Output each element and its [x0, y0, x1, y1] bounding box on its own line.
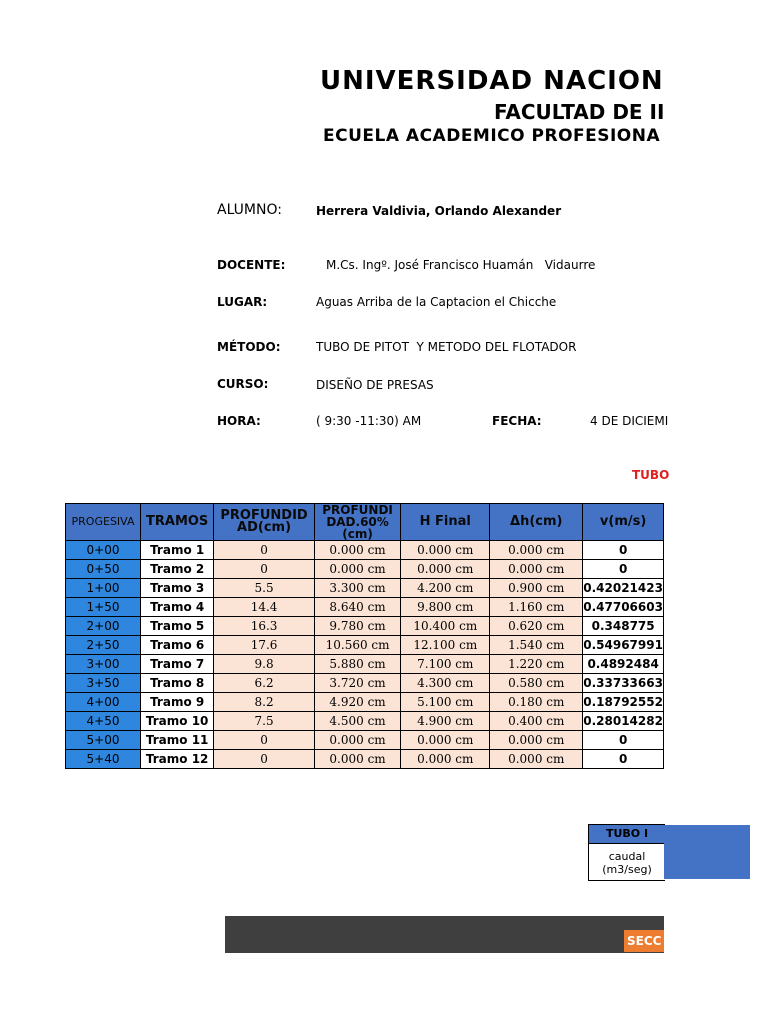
tramo-cell[interactable]: Tramo 2	[141, 560, 214, 579]
summary-caudal-label[interactable]: caudal (m3/seg)	[602, 850, 652, 876]
docente-label: DOCENTE:	[217, 258, 286, 272]
profundidad-60-cell[interactable]: 0.000 cm	[314, 750, 400, 769]
progresiva-cell[interactable]: 5+00	[66, 731, 141, 750]
header-profundidad[interactable]: PROFUNDID AD(cm)	[214, 504, 315, 541]
tramo-cell[interactable]: Tramo 3	[141, 579, 214, 598]
docente-value: M.Cs. Ingº. José Francisco Huamán Vidaurre	[326, 258, 596, 272]
delta-h-cell[interactable]: 0.000 cm	[490, 541, 583, 560]
profundidad-60-cell[interactable]: 5.880 cm	[314, 655, 400, 674]
profundidad-cell[interactable]: 0	[214, 560, 315, 579]
tramo-cell[interactable]: Tramo 1	[141, 541, 214, 560]
velocity-cell[interactable]: 0.28014282	[583, 712, 664, 731]
header-delta-h[interactable]: Δh(cm)	[490, 504, 583, 541]
profundidad-cell[interactable]: 5.5	[214, 579, 315, 598]
delta-h-cell[interactable]: 1.160 cm	[490, 598, 583, 617]
tramo-cell[interactable]: Tramo 6	[141, 636, 214, 655]
velocity-cell[interactable]: 0.348775	[583, 617, 664, 636]
faculty-title: FACULTAD DE II	[494, 100, 665, 124]
table-row	[66, 598, 664, 617]
profundidad-cell[interactable]: 16.3	[214, 617, 315, 636]
profundidad-60-cell[interactable]: 8.640 cm	[314, 598, 400, 617]
profundidad-60-cell[interactable]: 0.000 cm	[314, 731, 400, 750]
velocity-cell[interactable]: 0	[583, 750, 664, 769]
header-h-final[interactable]: H Final	[401, 504, 490, 541]
tramo-cell[interactable]: Tramo 8	[141, 674, 214, 693]
h-final-cell[interactable]: 5.100 cm	[401, 693, 490, 712]
fecha-label: FECHA:	[492, 414, 542, 428]
section-tab[interactable]: SECC	[624, 930, 664, 952]
university-title: UNIVERSIDAD NACION	[320, 66, 664, 96]
delta-h-cell[interactable]: 0.400 cm	[490, 712, 583, 731]
h-final-cell[interactable]: 4.300 cm	[401, 674, 490, 693]
delta-h-cell[interactable]: 1.220 cm	[490, 655, 583, 674]
progresiva-cell[interactable]: 0+50	[66, 560, 141, 579]
profundidad-cell[interactable]: 14.4	[214, 598, 315, 617]
header-tramos[interactable]: TRAMOS	[141, 504, 214, 541]
progresiva-cell[interactable]: 1+00	[66, 579, 141, 598]
alumno-value: Herrera Valdivia, Orlando Alexander	[316, 204, 562, 218]
progresiva-cell[interactable]: 4+00	[66, 693, 141, 712]
section-title: TUBO	[632, 468, 670, 482]
lugar-label: LUGAR:	[217, 295, 268, 309]
h-final-cell[interactable]: 9.800 cm	[401, 598, 490, 617]
h-final-cell[interactable]: 0.000 cm	[401, 750, 490, 769]
curso-value: DISEÑO DE PRESAS	[316, 378, 434, 392]
table-row	[66, 560, 664, 579]
progresiva-cell[interactable]: 0+00	[66, 541, 141, 560]
velocity-cell[interactable]: 0.54967991	[583, 636, 664, 655]
velocity-cell[interactable]: 0.18792552	[583, 693, 664, 712]
tramo-cell[interactable]: Tramo 5	[141, 617, 214, 636]
velocity-cell[interactable]: 0.33733663	[583, 674, 664, 693]
delta-h-cell[interactable]: 0.620 cm	[490, 617, 583, 636]
dark-banner	[225, 916, 664, 953]
tramo-cell[interactable]: Tramo 4	[141, 598, 214, 617]
h-final-cell[interactable]: 10.400 cm	[401, 617, 490, 636]
delta-h-cell[interactable]: 0.000 cm	[490, 750, 583, 769]
profundidad-60-cell[interactable]: 0.000 cm	[314, 541, 400, 560]
progresiva-cell[interactable]: 1+50	[66, 598, 141, 617]
table-header-row	[66, 504, 664, 541]
metodo-label: MÉTODO:	[217, 340, 281, 354]
hora-label: HORA:	[217, 414, 261, 428]
profundidad-60-cell[interactable]: 10.560 cm	[314, 636, 400, 655]
profundidad-cell[interactable]: 9.8	[214, 655, 315, 674]
table-row	[66, 674, 664, 693]
alumno-label: ALUMNO:	[217, 202, 282, 218]
h-final-cell[interactable]: 4.200 cm	[401, 579, 490, 598]
velocity-cell[interactable]: 0	[583, 560, 664, 579]
progresiva-cell[interactable]: 4+50	[66, 712, 141, 731]
profundidad-60-cell[interactable]: 3.720 cm	[314, 674, 400, 693]
profundidad-60-cell[interactable]: 9.780 cm	[314, 617, 400, 636]
header-velocity[interactable]: v(m/s)	[583, 504, 664, 541]
measurements-table	[65, 503, 664, 769]
profundidad-60-cell[interactable]: 4.500 cm	[314, 712, 400, 731]
profundidad-60-cell[interactable]: 4.920 cm	[314, 693, 400, 712]
profundidad-60-cell[interactable]: 0.000 cm	[314, 560, 400, 579]
progresiva-cell[interactable]: 2+00	[66, 617, 141, 636]
tramo-cell[interactable]: Tramo 9	[141, 693, 214, 712]
profundidad-60-cell[interactable]: 3.300 cm	[314, 579, 400, 598]
h-final-cell[interactable]: 12.100 cm	[401, 636, 490, 655]
progresiva-cell[interactable]: 3+50	[66, 674, 141, 693]
header-progesiva[interactable]: PROGESIVA	[66, 504, 141, 541]
school-title: ECUELA ACADEMICO PROFESIONA	[323, 126, 661, 146]
tramo-cell[interactable]: Tramo 7	[141, 655, 214, 674]
table-row	[66, 731, 664, 750]
progresiva-cell[interactable]: 2+50	[66, 636, 141, 655]
profundidad-cell[interactable]: 0	[214, 731, 315, 750]
blue-shape	[664, 825, 750, 879]
metodo-value: TUBO DE PITOT Y METODO DEL FLOTADOR	[316, 340, 577, 354]
header-profundidad-60[interactable]: PROFUNDI DAD.60% (cm)	[314, 504, 400, 541]
table-row	[66, 541, 664, 560]
lugar-value: Aguas Arriba de la Captacion el Chicche	[316, 295, 557, 309]
table-row	[66, 693, 664, 712]
delta-h-cell[interactable]: 0.580 cm	[490, 674, 583, 693]
h-final-cell[interactable]: 7.100 cm	[401, 655, 490, 674]
delta-h-cell[interactable]: 0.000 cm	[490, 731, 583, 750]
profundidad-cell[interactable]: 6.2	[214, 674, 315, 693]
h-final-cell[interactable]: 0.000 cm	[401, 541, 490, 560]
velocity-cell[interactable]: 0.42021423	[583, 579, 664, 598]
h-final-cell[interactable]: 0.000 cm	[401, 731, 490, 750]
profundidad-cell[interactable]: 17.6	[214, 636, 315, 655]
velocity-cell[interactable]: 0.4892484	[583, 655, 664, 674]
summary-header[interactable]: TUBO I	[589, 825, 665, 844]
fecha-value: 4 DE DICIEMI	[590, 414, 669, 428]
table-row	[66, 579, 664, 598]
profundidad-cell[interactable]: 7.5	[214, 712, 315, 731]
table-row	[66, 636, 664, 655]
velocity-cell[interactable]: 0	[583, 541, 664, 560]
hora-value: ( 9:30 -11:30) AM	[316, 414, 422, 428]
tramo-cell[interactable]: Tramo 11	[141, 731, 214, 750]
table-row	[66, 712, 664, 731]
velocity-cell[interactable]: 0.47706603	[583, 598, 664, 617]
tramo-cell[interactable]: Tramo 10	[141, 712, 214, 731]
table-row	[66, 750, 664, 769]
progresiva-cell[interactable]: 3+00	[66, 655, 141, 674]
delta-h-cell[interactable]: 0.000 cm	[490, 560, 583, 579]
profundidad-cell[interactable]: 0	[214, 541, 315, 560]
curso-label: CURSO:	[217, 377, 269, 391]
summary-box	[588, 824, 665, 881]
tramo-cell[interactable]: Tramo 12	[141, 750, 214, 769]
profundidad-cell[interactable]: 8.2	[214, 693, 315, 712]
profundidad-cell[interactable]: 0	[214, 750, 315, 769]
progresiva-cell[interactable]: 5+40	[66, 750, 141, 769]
delta-h-cell[interactable]: 0.900 cm	[490, 579, 583, 598]
delta-h-cell[interactable]: 0.180 cm	[490, 693, 583, 712]
table-row	[66, 617, 664, 636]
h-final-cell[interactable]: 4.900 cm	[401, 712, 490, 731]
delta-h-cell[interactable]: 1.540 cm	[490, 636, 583, 655]
h-final-cell[interactable]: 0.000 cm	[401, 560, 490, 579]
table-row	[66, 655, 664, 674]
velocity-cell[interactable]: 0	[583, 731, 664, 750]
